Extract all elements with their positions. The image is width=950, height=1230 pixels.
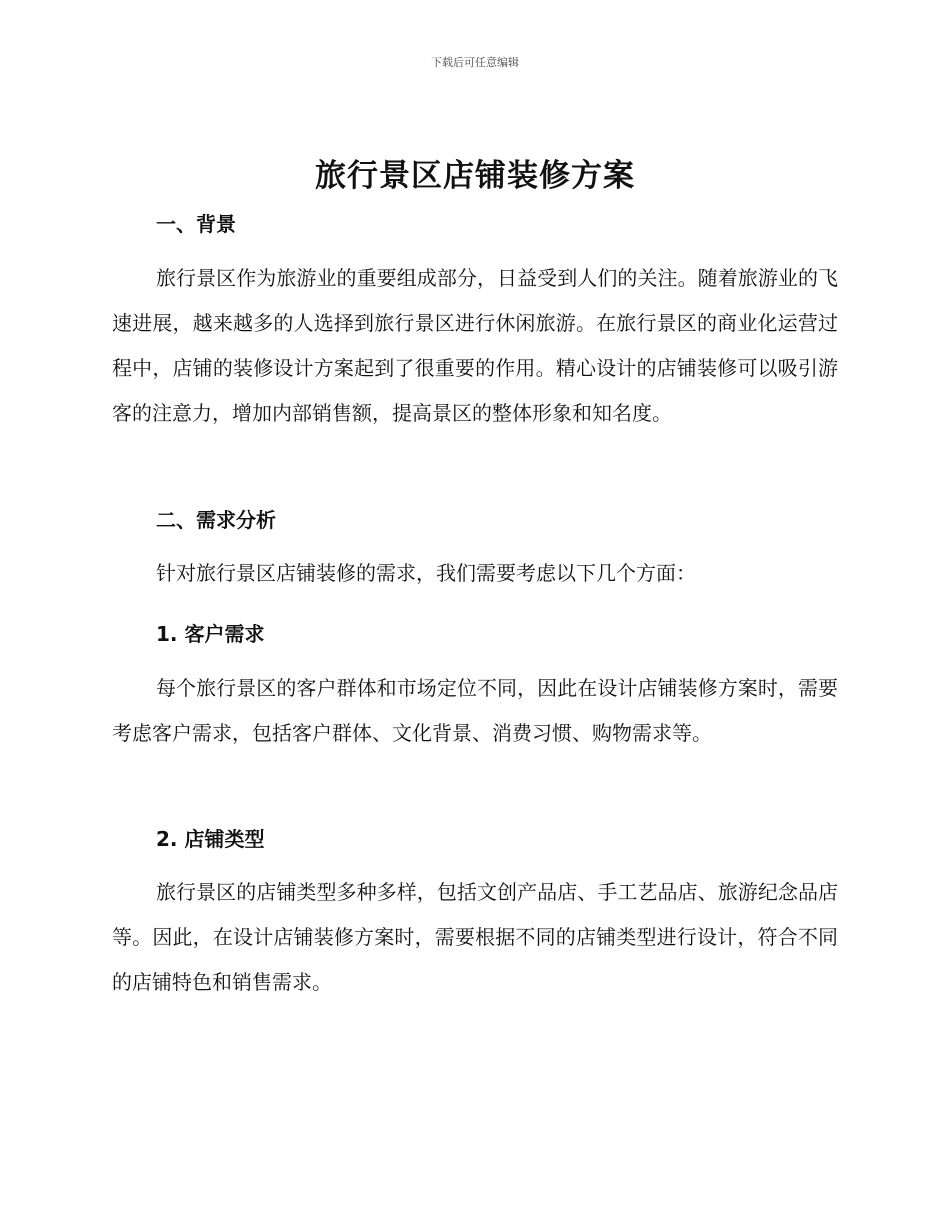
section-heading-customer-needs: 1. 客户需求	[156, 622, 265, 646]
paragraph-customer-needs: 每个旅行景区的客户群体和市场定位不同，因此在设计店铺装修方案时，需要考虑客户需求，包括客户群体、文化背景、消费习惯、购物需求等。	[112, 676, 838, 745]
section-heading-needs-analysis: 二、需求分析	[156, 508, 276, 532]
paragraph-store-type: 旅行景区的店铺类型多种多样，包括文创产品店、手工艺品店、旅游纪念品店等。因此，在设计店铺装修方案时，需要根据不同的店铺类型进行设计，符合不同的店铺特色和销售需求。	[112, 880, 838, 994]
document-title: 旅行景区店铺装修方案	[315, 158, 635, 194]
section-heading-store-type: 2. 店铺类型	[156, 827, 265, 851]
paragraph-needs-analysis: 针对旅行景区店铺装修的需求，我们需要考虑以下几个方面：	[156, 561, 696, 585]
page-header-note: 下载后可任意编辑	[431, 56, 519, 69]
section-heading-background: 一、背景	[156, 212, 236, 236]
paragraph-background: 旅行景区作为旅游业的重要组成部分，日益受到人们的关注。随着旅游业的飞速进展，越来越多的人选择到旅行景区进行休闲旅游。在旅行景区的商业化运营过程中，店铺的装修设计方案起到了很重要的作用。精心设计的店铺装修可以吸引游客的注意力，增加内部销售额，提高景区的整体形象和知名度。	[112, 266, 838, 425]
